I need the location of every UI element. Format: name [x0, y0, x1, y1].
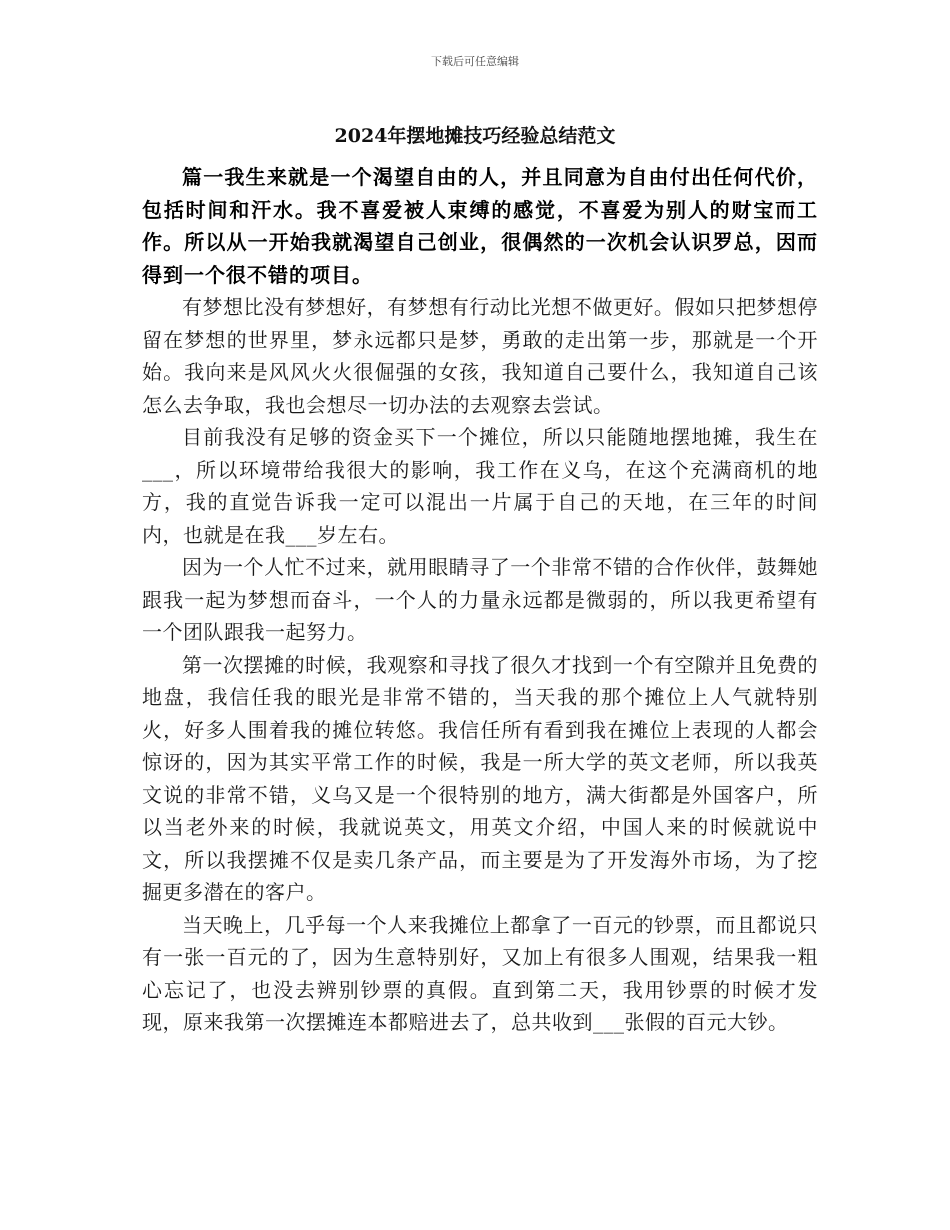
paragraph-4: 因为一个人忙不过来，就用眼睛寻了一个非常不错的合作伙伴，鼓舞她跟我一起为梦想而奋斗，一个人的力量永远都是微弱的，所以我更希望有一个团队跟我一起努力。	[142, 555, 818, 644]
paragraph-2: 有梦想比没有梦想好，有梦想有行动比光想不做更好。假如只把梦想停留在梦想的世界里，梦永远都只是梦，勇敢的走出第一步，那就是一个开始。我向来是风风火火很倔强的女孩，我知道自己要什么，我知道自己该怎么去争取，我也会想尽一切办法的去观察去尝试。	[142, 295, 818, 417]
paragraph-1: 篇一我生来就是一个渴望自由的人，并且同意为自由付出任何代价，包括时间和汗水。我不喜爱被人束缚的感觉，不喜爱为别人的财宝而工作。所以从一开始我就渴望自己创业，很偶然的一次机会认识罗总，因而得到一个很不错的项目。	[142, 165, 818, 287]
paragraph-6: 当天晚上，几乎每一个人来我摊位上都拿了一百元的钞票，而且都说只有一张一百元的了，因为生意特别好，又加上有很多人围观，结果我一粗心忘记了，也没去辨别钞票的真假。直到第二天，我用钞票的时候才发现，原来我第一次摆摊连本都赔进去了，总共收到___张假的百元大钞。	[142, 912, 818, 1034]
document-title: 2024年摆地摊技巧经验总结范文	[334, 125, 616, 147]
paragraph-3: 目前我没有足够的资金买下一个摊位，所以只能随地摆地摊，我生在___，所以环境带给我很大的影响，我工作在义乌，在这个充满商机的地方，我的直觉告诉我一定可以混出一片属于自己的天地，在三年的时间内，也就是在我___岁左右。	[142, 425, 818, 547]
document-body	[142, 161, 818, 1039]
paragraph-5: 第一次摆摊的时候，我观察和寻找了很久才找到一个有空隙并且免费的地盘，我信任我的眼光是非常不错的，当天我的那个摊位上人气就特别火，好多人围着我的摊位转悠。我信任所有看到我在摊位上表现的人都会惊讶的，因为其实平常工作的时候，我是一所大学的英文老师，所以我英文说的非常不错，义乌又是一个很特别的地方，满大街都是外国客户，所以当老外来的时候，我就说英文，用英文介绍，中国人来的时候就说中文，所以我摆摊不仅是卖几条产品，而主要是为了开发海外市场，为了挖掘更多潜在的客户。	[142, 652, 818, 904]
header-note: 下载后可任意编辑	[431, 55, 519, 68]
